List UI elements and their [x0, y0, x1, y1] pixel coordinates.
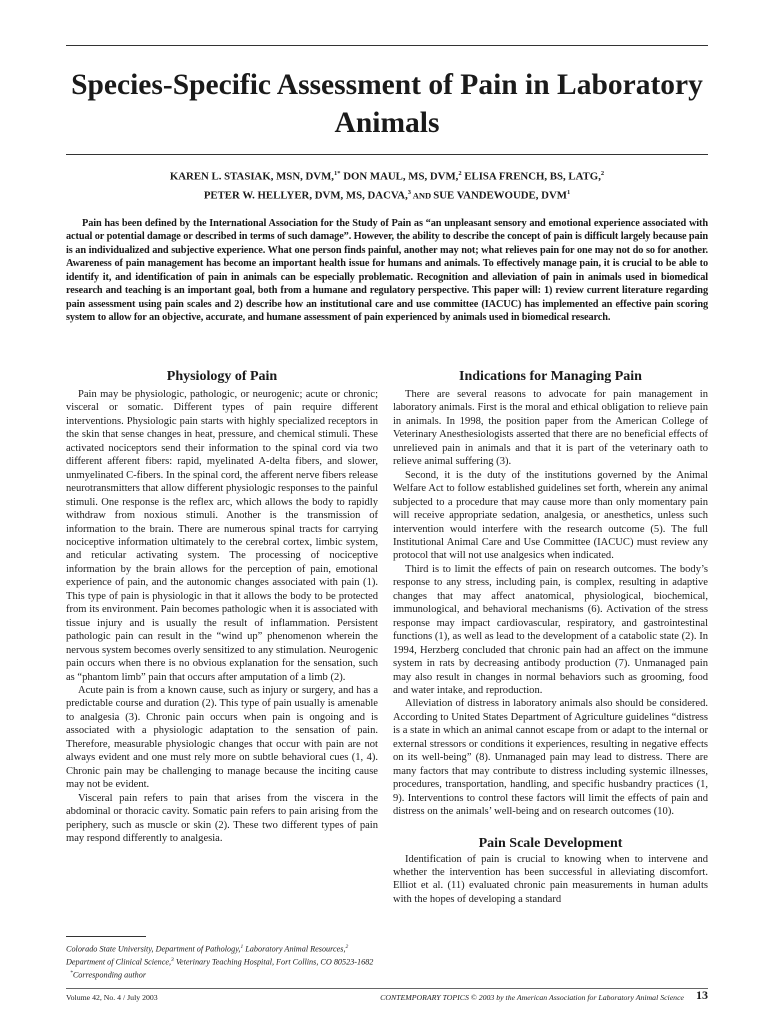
author-vandewoude-affil: 1: [566, 188, 571, 196]
footer-journal: CONTEMPORARY TOPICS © 2003 by the American Association for Laboratory Animal Science: [380, 993, 684, 1002]
footnote-affil-clinical: Department of Clinical Science,: [66, 957, 172, 967]
author-stasiak-affil: 1*: [334, 170, 341, 177]
author-conjunction: AND: [411, 190, 434, 201]
author-list: [66, 166, 708, 203]
affiliation-footnote: [66, 942, 378, 981]
footnote-corresponding: Corresponding author: [72, 970, 147, 980]
abstract: Pain has been defined by the International Association for the Study of Pain as “an unpleasant sensory and emotional experience associated with actual or potential damage or described in terms of such damage”. However, the ability to describe the concept of pain is difficult largely because pain is an individualized and subjective experience. What one person finds painful, another may not; what relieves pain for one may not do so for another. Awareness of pain management has become an important health issue for humans and animals. To effectively manage pain, it is crucial to be able to identify it, and identification of pain in animals can be especially problematic. Recognition and alleviation of pain in animals used in biomedical research and teaching is an important goal, both from a humane and regulatory perspective. This paper will: 1) review current literature regarding pain assessment using pain scales and 2) describe how an institutional care and use committee (IACUC) has implemented an effective pain scoring system to allow for an objective, accurate, and humane assessment of pain experienced by animals used in biomedical research.: [66, 218, 708, 324]
author-stasiak: KAREN L. STASIAK, MSN, DVM,: [169, 170, 334, 183]
footnote-mark: 2: [345, 944, 349, 950]
body-paragraph: Pain may be physiologic, pathologic, or neurogenic; acute or chronic; visceral or somatic. Different types of pain require different interventions. Physiologic pain starts with highly specialized receptors in the skin that sense changes in heat, pressure, and chemical stimuli. These activated nociceptors send their information to the spinal cord via two different afferent fibers: rapid, myelinated A-delta fibers, and slower, unmyelinated C-fibers. In the spinal cord, the afferent nerve fibers release neurotransmitters that allow different physiologic responses to the painful stimuli. One response is the reflex arc, which allows the body to rapidly withdraw from noxious stimuli. Another is the transmission of information to the brain. There are numerous spinal tracts for carrying nociceptive information ultimately to the cerebral cortex, limbic system, and reticular activating system. The processing of nociceptive information by the brain allows for the perception of pain, emotional experience of pain, and the autonomic changes associated with pain (1). This type of pain is physiologic in that it allows the body to be protected from its environment. Pain becomes pathologic when it is associated with tissue injury and is usually the result of inflammation. Persistent pathologic pain can result in the “wind up” phenomenon wherein the nervous system becomes overly sensitized to any stimulation. Neurogenic pain occurs when there is no obvious explanation for the sensation, such as “phantom limb” pain that occurs after amputation of a limb (2).: [66, 389, 378, 683]
left-column: [66, 368, 378, 845]
author-line-2: [66, 185, 708, 204]
body-paragraph: Third is to limit the effects of pain on research outcomes. The body’s response to any stress, including pain, is complex, resulting in adaptive changes that may affect anatomical, physiological, biochemical, immunological, and behavioral mechanisms (6). Activation of the stress response may impact cardiovascular, respiratory, and gastrointestinal functions (1), as well as lead to the development of a catabolic state (2). In 1994, Herzberg concluded that chronic pain had an affect on the immune system in rats by decreasing antibody production (7). Unmanaged pain may also result in changes in normal behaviors such as grooming, food and water intake, and reproduction.: [393, 563, 708, 696]
author-hellyer: PETER W. HELLYER, DVM, MS, DACVA,: [203, 189, 408, 202]
body-paragraph: Second, it is the duty of the institutions governed by the Animal Welfare Act to follow established guidelines set forth, wherein any animal subjected to a procedure that may cause more than only momentary pain will receive appropriate sedation, analgesia, or anesthetics, unless such intervention would interfere with the research outcome (5). The full Institutional Animal Care and Use Committee (IACUC) must review any protocol that will not use analgesics when indicated.: [393, 469, 708, 562]
section-heading-physiology: Physiology of Pain: [166, 369, 278, 384]
footnote-affil-lar: Laboratory Animal Resources,: [243, 944, 346, 954]
footnote-affil-vth: Veterinary Teaching Hospital, Fort Collins, CO 80523-1682: [173, 957, 374, 967]
author-hellyer-affil: 3: [407, 188, 412, 196]
body-paragraph: Acute pain is from a known cause, such as injury or surgery, and has a predictable course and duration (2). This type of pain usually is amenable to analgesia (3). Chronic pain occurs when pain is ongoing and is associated with a physiologic adaptation to the sensation of pain. Therefore, measurable physiologic changes that occur with pain are not always evident and one must rely more on subtle behavioral cues (1, 4). Chronic pain may be challenging to manage because the inciting cause may not be evident.: [66, 684, 378, 791]
footer-volume: Volume 42, No. 4 / July 2003: [66, 993, 158, 1002]
body-paragraph: Alleviation of distress in laboratory animals also should be considered. According to United States Department of Agriculture guidelines “distress is a state in which an animal cannot escape from or adapt to the internal or external stressors or conditions it experiences, resulting in negative effects on its well-being” (8). Unmanaged pain may lead to distress. There are many factors that may contribute to distress including systemic illnesses, procedures, transportation, handling, and specific husbandry practices (1, 9). Interventions to control these factors will limit the effects of pain and distress on the animals’ well-being and on research outcomes (10).: [393, 698, 708, 818]
author-line-1: [66, 166, 708, 185]
article-title: Species-Specific Assessment of Pain in Laboratory Animals: [71, 69, 703, 139]
section-heading-pain-scale: Pain Scale Development: [478, 835, 623, 851]
section-heading-indications: Indications for Managing Pain: [459, 369, 642, 384]
footnote-mark: 1: [240, 944, 244, 950]
footnote-rule: [66, 936, 146, 937]
footer-rule: [66, 988, 708, 989]
author-french-affil: 2: [600, 170, 605, 177]
author-vandewoude: SUE VANDEWOUDE, DVM: [433, 189, 567, 202]
top-rule: [66, 45, 708, 46]
author-maul: DON MAUL, MS, DVM,: [340, 170, 459, 183]
author-french: ELISA FRENCH, BS, LATG,: [461, 170, 601, 183]
footnote-affil-pathology: Colorado State University, Department of Pathology,: [66, 944, 241, 954]
body-paragraph: There are several reasons to advocate for pain management in laboratory animals. First is the moral and ethical obligation to relieve pain in animals. In 1998, the position paper from the American College of Veterinary Anesthesiologists asserted that there are no beneficial effects of unrelieved pain in animals and that it is part of the veterinary oath to relieve animal suffering (3).: [393, 389, 708, 468]
author-maul-affil: 2: [458, 170, 462, 177]
title-divider: [66, 154, 708, 155]
footnote-mark: 3: [171, 957, 174, 964]
footnote-mark: *: [70, 970, 73, 977]
body-paragraph: Visceral pain refers to pain that arises from the viscera in the abdominal or thoracic cavity. Somatic pain refers to pain arising from the periphery, such as muscle or skin (2). These two different types of pain may respond differently to analgesia.: [66, 792, 378, 844]
right-column: [393, 368, 708, 906]
page-number: 13: [696, 988, 708, 1002]
body-paragraph: Identification of pain is crucial to knowing when to intervene and whether the intervention has been successful in alleviating discomfort. Elliot et al. (11) evaluated chronic pain measurements in human adults with the hopes of developing a standard: [393, 853, 708, 905]
